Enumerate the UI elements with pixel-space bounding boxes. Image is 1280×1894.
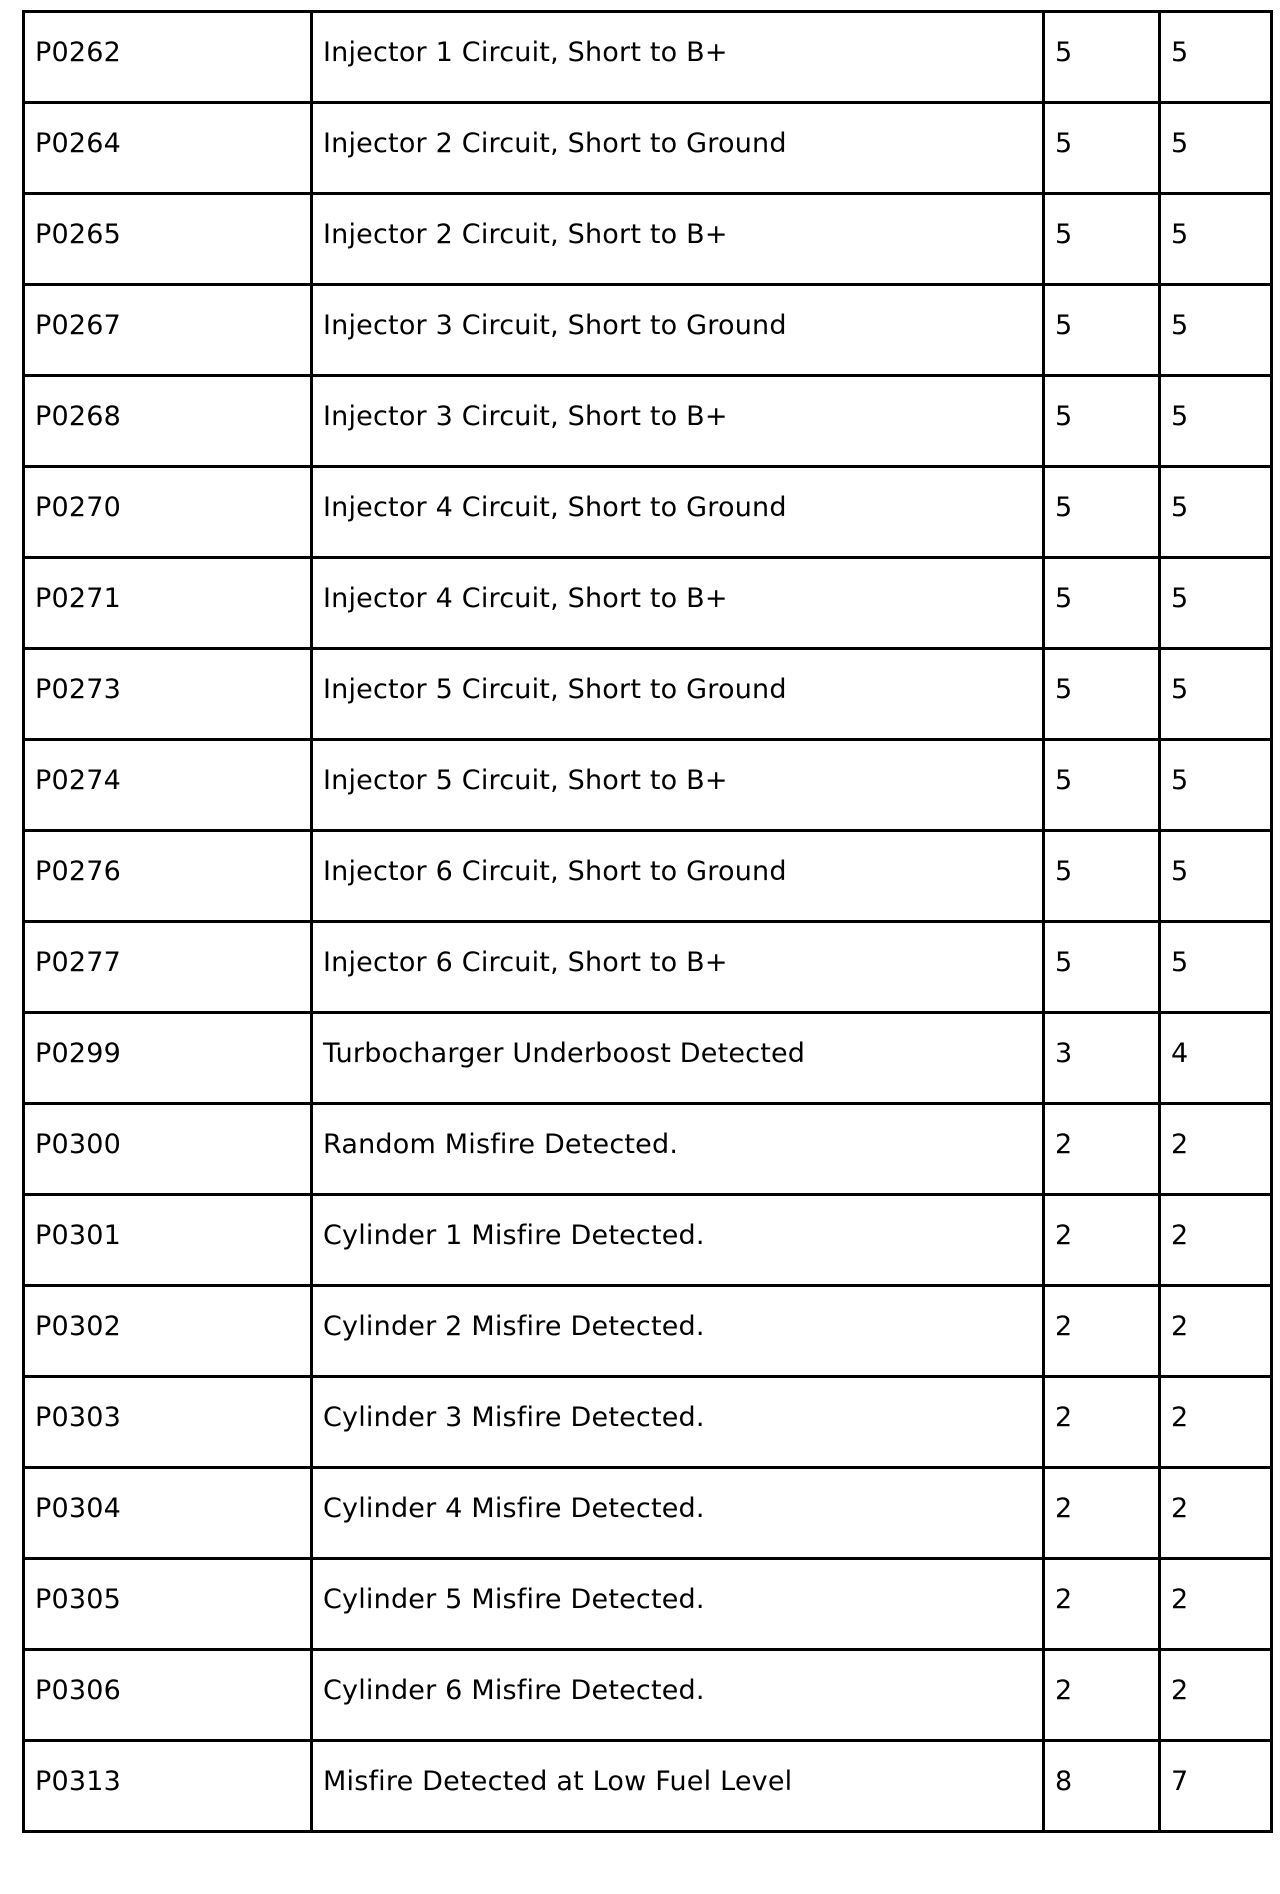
table-row bbox=[24, 285, 1272, 376]
document-page bbox=[22, 10, 1270, 1833]
dtc-description: Misfire Detected at Low Fuel Level bbox=[323, 1766, 793, 1797]
table-row bbox=[24, 1377, 1272, 1468]
dtc-description: Injector 4 Circuit, Short to Ground bbox=[323, 492, 787, 523]
dtc-description-cell bbox=[312, 1559, 1044, 1650]
dtc-value2: 4 bbox=[1171, 1038, 1189, 1069]
dtc-code-cell bbox=[24, 1377, 312, 1468]
dtc-value1-cell bbox=[1044, 558, 1160, 649]
dtc-code-cell bbox=[24, 1468, 312, 1559]
table-row bbox=[24, 467, 1272, 558]
dtc-description-cell bbox=[312, 1195, 1044, 1286]
table-row bbox=[24, 1468, 1272, 1559]
dtc-table bbox=[22, 10, 1273, 1833]
dtc-description: Injector 6 Circuit, Short to B+ bbox=[323, 947, 728, 978]
dtc-description-cell bbox=[312, 1377, 1044, 1468]
dtc-value2-cell bbox=[1160, 1741, 1272, 1832]
dtc-description-cell bbox=[312, 467, 1044, 558]
dtc-description-cell bbox=[312, 1468, 1044, 1559]
dtc-value1-cell bbox=[1044, 1741, 1160, 1832]
dtc-value1-cell bbox=[1044, 1195, 1160, 1286]
table-row bbox=[24, 558, 1272, 649]
dtc-value2-cell bbox=[1160, 1377, 1272, 1468]
dtc-value1-cell bbox=[1044, 103, 1160, 194]
dtc-value1: 5 bbox=[1055, 401, 1073, 432]
dtc-value2: 5 bbox=[1171, 674, 1189, 705]
dtc-code: P0301 bbox=[35, 1220, 121, 1251]
dtc-value1-cell bbox=[1044, 12, 1160, 103]
dtc-description: Injector 1 Circuit, Short to B+ bbox=[323, 37, 728, 68]
dtc-description-cell bbox=[312, 1286, 1044, 1377]
dtc-code: P0276 bbox=[35, 856, 121, 887]
dtc-description-cell bbox=[312, 1650, 1044, 1741]
dtc-value2: 5 bbox=[1171, 856, 1189, 887]
table-row bbox=[24, 1650, 1272, 1741]
dtc-description: Injector 3 Circuit, Short to B+ bbox=[323, 401, 728, 432]
dtc-code-cell bbox=[24, 103, 312, 194]
dtc-value1: 2 bbox=[1055, 1402, 1073, 1433]
dtc-code: P0264 bbox=[35, 128, 121, 159]
dtc-value2: 5 bbox=[1171, 401, 1189, 432]
dtc-value1-cell bbox=[1044, 1286, 1160, 1377]
dtc-code-cell bbox=[24, 376, 312, 467]
dtc-code-cell bbox=[24, 831, 312, 922]
dtc-description-cell bbox=[312, 922, 1044, 1013]
dtc-value2-cell bbox=[1160, 376, 1272, 467]
dtc-value1: 5 bbox=[1055, 583, 1073, 614]
table-row bbox=[24, 1559, 1272, 1650]
dtc-description: Injector 3 Circuit, Short to Ground bbox=[323, 310, 787, 341]
dtc-code-cell bbox=[24, 558, 312, 649]
dtc-value1-cell bbox=[1044, 467, 1160, 558]
table-row bbox=[24, 831, 1272, 922]
dtc-value2-cell bbox=[1160, 1650, 1272, 1741]
dtc-code-cell bbox=[24, 740, 312, 831]
dtc-description-cell bbox=[312, 285, 1044, 376]
table-row bbox=[24, 376, 1272, 467]
dtc-description: Cylinder 5 Misfire Detected. bbox=[323, 1584, 705, 1615]
dtc-value1-cell bbox=[1044, 1377, 1160, 1468]
dtc-value1: 2 bbox=[1055, 1584, 1073, 1615]
dtc-value1: 5 bbox=[1055, 128, 1073, 159]
dtc-value1: 5 bbox=[1055, 310, 1073, 341]
dtc-value2: 2 bbox=[1171, 1584, 1189, 1615]
dtc-code-cell bbox=[24, 1104, 312, 1195]
dtc-value2-cell bbox=[1160, 285, 1272, 376]
dtc-code: P0267 bbox=[35, 310, 121, 341]
dtc-description: Turbocharger Underboost Detected bbox=[323, 1038, 806, 1069]
dtc-code: P0305 bbox=[35, 1584, 121, 1615]
dtc-code: P0277 bbox=[35, 947, 121, 978]
dtc-description-cell bbox=[312, 558, 1044, 649]
dtc-value1: 5 bbox=[1055, 856, 1073, 887]
dtc-value2: 7 bbox=[1171, 1766, 1189, 1797]
dtc-description: Injector 2 Circuit, Short to B+ bbox=[323, 219, 728, 250]
dtc-code: P0300 bbox=[35, 1129, 121, 1160]
dtc-value1-cell bbox=[1044, 1013, 1160, 1104]
dtc-description-cell bbox=[312, 831, 1044, 922]
dtc-value1: 3 bbox=[1055, 1038, 1073, 1069]
dtc-code-cell bbox=[24, 1650, 312, 1741]
dtc-code: P0304 bbox=[35, 1493, 121, 1524]
dtc-code: P0265 bbox=[35, 219, 121, 250]
dtc-value2-cell bbox=[1160, 558, 1272, 649]
dtc-description: Cylinder 4 Misfire Detected. bbox=[323, 1493, 705, 1524]
dtc-value2: 2 bbox=[1171, 1311, 1189, 1342]
dtc-code: P0268 bbox=[35, 401, 121, 432]
dtc-value2: 2 bbox=[1171, 1493, 1189, 1524]
dtc-code-cell bbox=[24, 467, 312, 558]
dtc-code-cell bbox=[24, 1559, 312, 1650]
dtc-value1-cell bbox=[1044, 740, 1160, 831]
dtc-value1: 5 bbox=[1055, 37, 1073, 68]
dtc-description: Injector 5 Circuit, Short to B+ bbox=[323, 765, 728, 796]
dtc-value1: 5 bbox=[1055, 492, 1073, 523]
dtc-code: P0303 bbox=[35, 1402, 121, 1433]
dtc-value1: 5 bbox=[1055, 219, 1073, 250]
table-row bbox=[24, 1195, 1272, 1286]
dtc-description-cell bbox=[312, 1104, 1044, 1195]
dtc-value2-cell bbox=[1160, 1013, 1272, 1104]
dtc-value2-cell bbox=[1160, 922, 1272, 1013]
dtc-value1-cell bbox=[1044, 1104, 1160, 1195]
dtc-code-cell bbox=[24, 1286, 312, 1377]
dtc-value2: 2 bbox=[1171, 1675, 1189, 1706]
dtc-description-cell bbox=[312, 649, 1044, 740]
dtc-value1: 2 bbox=[1055, 1493, 1073, 1524]
dtc-value2: 5 bbox=[1171, 765, 1189, 796]
dtc-value2: 5 bbox=[1171, 583, 1189, 614]
dtc-value2-cell bbox=[1160, 831, 1272, 922]
dtc-code-cell bbox=[24, 12, 312, 103]
dtc-value2: 2 bbox=[1171, 1129, 1189, 1160]
dtc-description: Cylinder 2 Misfire Detected. bbox=[323, 1311, 705, 1342]
dtc-code: P0270 bbox=[35, 492, 121, 523]
dtc-value1: 5 bbox=[1055, 674, 1073, 705]
dtc-description: Cylinder 6 Misfire Detected. bbox=[323, 1675, 705, 1706]
dtc-value2: 2 bbox=[1171, 1402, 1189, 1433]
dtc-description-cell bbox=[312, 12, 1044, 103]
dtc-description: Injector 2 Circuit, Short to Ground bbox=[323, 128, 787, 159]
dtc-value1: 2 bbox=[1055, 1675, 1073, 1706]
dtc-value1: 2 bbox=[1055, 1129, 1073, 1160]
dtc-description-cell bbox=[312, 103, 1044, 194]
dtc-code-cell bbox=[24, 922, 312, 1013]
dtc-description-cell bbox=[312, 376, 1044, 467]
dtc-value2: 5 bbox=[1171, 947, 1189, 978]
dtc-description-cell bbox=[312, 740, 1044, 831]
dtc-description-cell bbox=[312, 1741, 1044, 1832]
dtc-value2: 2 bbox=[1171, 1220, 1189, 1251]
dtc-value2-cell bbox=[1160, 103, 1272, 194]
dtc-value2: 5 bbox=[1171, 492, 1189, 523]
dtc-value1: 5 bbox=[1055, 765, 1073, 796]
dtc-value1-cell bbox=[1044, 1650, 1160, 1741]
dtc-code-cell bbox=[24, 285, 312, 376]
dtc-code: P0306 bbox=[35, 1675, 121, 1706]
dtc-value1-cell bbox=[1044, 285, 1160, 376]
dtc-value2-cell bbox=[1160, 12, 1272, 103]
dtc-description: Injector 4 Circuit, Short to B+ bbox=[323, 583, 728, 614]
table-row bbox=[24, 194, 1272, 285]
dtc-value2-cell bbox=[1160, 1468, 1272, 1559]
dtc-value1-cell bbox=[1044, 831, 1160, 922]
table-row bbox=[24, 12, 1272, 103]
dtc-code: P0273 bbox=[35, 674, 121, 705]
dtc-value1-cell bbox=[1044, 194, 1160, 285]
dtc-value2-cell bbox=[1160, 194, 1272, 285]
dtc-value2-cell bbox=[1160, 1559, 1272, 1650]
dtc-table-body bbox=[24, 12, 1272, 1832]
dtc-value2-cell bbox=[1160, 1195, 1272, 1286]
dtc-code-cell bbox=[24, 194, 312, 285]
dtc-code: P0313 bbox=[35, 1766, 121, 1797]
dtc-description: Cylinder 3 Misfire Detected. bbox=[323, 1402, 705, 1433]
dtc-value1: 2 bbox=[1055, 1311, 1073, 1342]
table-row bbox=[24, 649, 1272, 740]
dtc-value2: 5 bbox=[1171, 128, 1189, 159]
dtc-description: Random Misfire Detected. bbox=[323, 1129, 679, 1160]
dtc-value2: 5 bbox=[1171, 310, 1189, 341]
dtc-code-cell bbox=[24, 649, 312, 740]
dtc-value1-cell bbox=[1044, 1468, 1160, 1559]
dtc-code-cell bbox=[24, 1013, 312, 1104]
dtc-code: P0299 bbox=[35, 1038, 121, 1069]
dtc-code: P0271 bbox=[35, 583, 121, 614]
dtc-description: Cylinder 1 Misfire Detected. bbox=[323, 1220, 705, 1251]
table-row bbox=[24, 922, 1272, 1013]
dtc-value1-cell bbox=[1044, 649, 1160, 740]
dtc-description-cell bbox=[312, 194, 1044, 285]
dtc-value2-cell bbox=[1160, 1104, 1272, 1195]
dtc-value1-cell bbox=[1044, 1559, 1160, 1650]
dtc-value2-cell bbox=[1160, 467, 1272, 558]
table-row bbox=[24, 1286, 1272, 1377]
dtc-value1-cell bbox=[1044, 376, 1160, 467]
dtc-description: Injector 6 Circuit, Short to Ground bbox=[323, 856, 787, 887]
table-row bbox=[24, 103, 1272, 194]
dtc-description: Injector 5 Circuit, Short to Ground bbox=[323, 674, 787, 705]
dtc-code: P0262 bbox=[35, 37, 121, 68]
dtc-value1: 8 bbox=[1055, 1766, 1073, 1797]
dtc-code-cell bbox=[24, 1741, 312, 1832]
table-row bbox=[24, 1741, 1272, 1832]
table-row bbox=[24, 1013, 1272, 1104]
dtc-code-cell bbox=[24, 1195, 312, 1286]
dtc-value2-cell bbox=[1160, 1286, 1272, 1377]
dtc-value2: 5 bbox=[1171, 37, 1189, 68]
dtc-value2: 5 bbox=[1171, 219, 1189, 250]
dtc-value1: 5 bbox=[1055, 947, 1073, 978]
dtc-description-cell bbox=[312, 1013, 1044, 1104]
dtc-value1-cell bbox=[1044, 922, 1160, 1013]
dtc-value2-cell bbox=[1160, 649, 1272, 740]
dtc-value1: 2 bbox=[1055, 1220, 1073, 1251]
dtc-code: P0274 bbox=[35, 765, 121, 796]
dtc-code: P0302 bbox=[35, 1311, 121, 1342]
table-row bbox=[24, 1104, 1272, 1195]
table-row bbox=[24, 740, 1272, 831]
dtc-value2-cell bbox=[1160, 740, 1272, 831]
